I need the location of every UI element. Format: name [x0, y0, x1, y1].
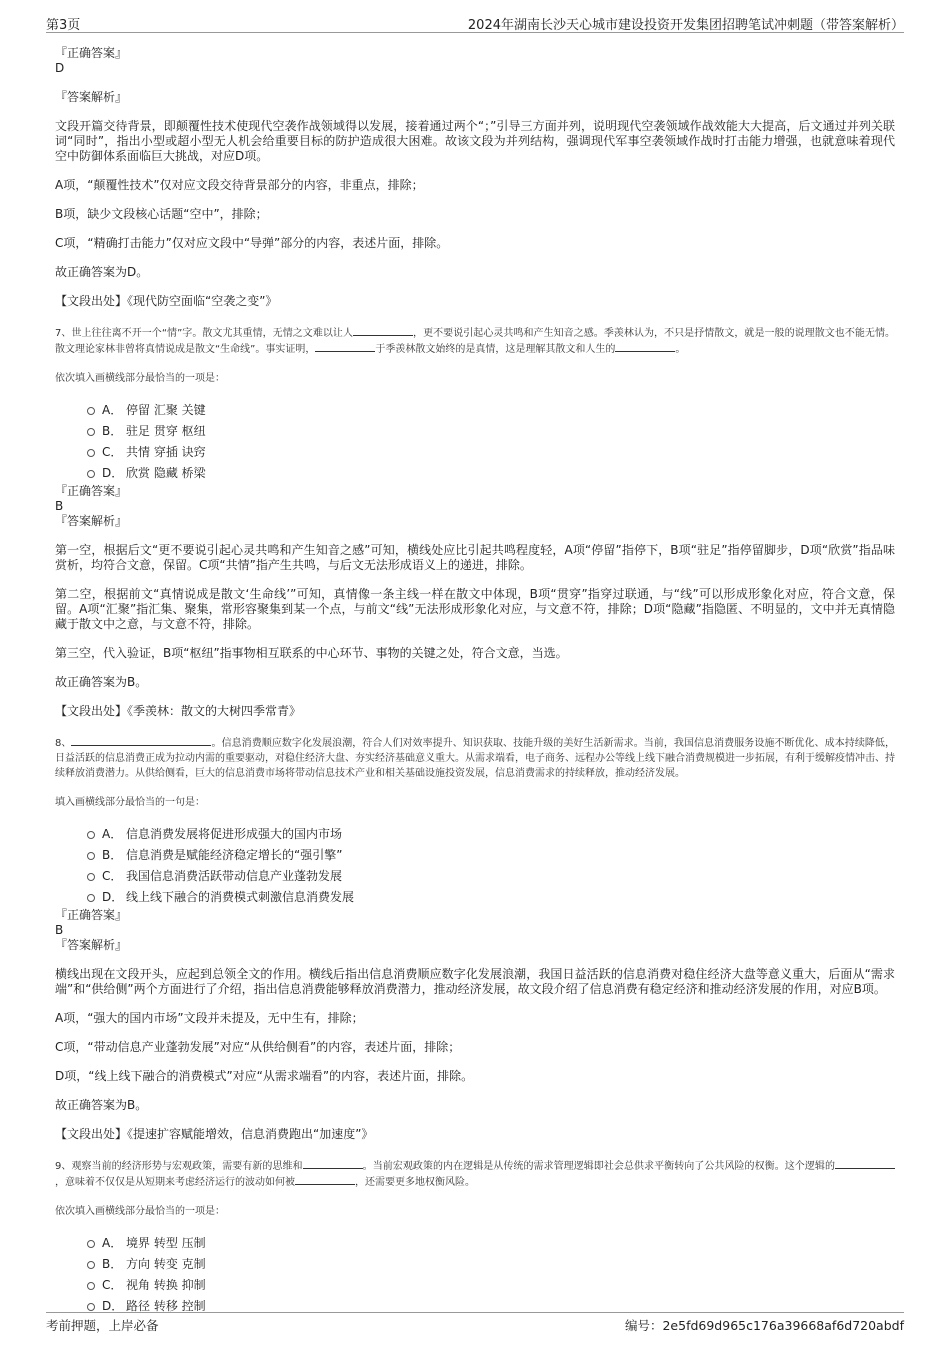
analysis-paragraph: 第二空，根据前文“真情说成是散文‘生命线’”可知，真情像一条主线一样在散文中体现，B项“贯穿”指穿过联通，与“线”可以形成形象化对应，符合文意，保留。A项“汇聚”指汇集、聚集，常形容聚集到某一个点，与前文“线”无法形成形象化对应，与文意不符，排除；D项“隐藏”指隐匿、不明显的，文中并无真情隐藏于散文中之意，与文意不符，排除。 — [55, 587, 895, 631]
radio-icon[interactable] — [87, 1240, 95, 1248]
analysis-paragraph: B项，缺少文段核心话题“空中”，排除； — [55, 207, 268, 221]
radio-icon[interactable] — [87, 894, 95, 902]
analysis-paragraph: D项，“线上线下融合的消费模式”对应“从需求端看”的内容，表述片面，排除。 — [55, 1069, 474, 1083]
radio-icon[interactable] — [87, 1282, 95, 1290]
analysis-paragraph: A项，“颠覆性技术”仅对应文段交待背景部分的内容，非重点，排除； — [55, 178, 424, 192]
analysis-paragraph: 文段开篇交待背景，即颠覆性技术使现代空袭作战领域得以发展，接着通过两个“；”引导三方面并列，说明现代空袭领域作战效能大大提高，后文通过并列关联词“同时”，指出小型或超小型无人机会给重要目标的防护造成很大困难。故该文段为并列结构，强调现代军事空袭领域作战时打击能力增强，也就意味着现代空中防御体系面临巨大挑战，对应D项。 — [55, 119, 895, 163]
radio-icon[interactable] — [87, 852, 95, 860]
answer-label: 『正确答案』 — [55, 484, 128, 498]
option-d[interactable]: D． 路径 转移 控制 — [87, 1296, 895, 1317]
radio-icon[interactable] — [87, 449, 95, 457]
option-d[interactable]: D． 欣赏 隐藏 桥梁 — [87, 463, 895, 484]
document-title: 2024年湖南长沙天心城市建设投资开发集团招聘笔试冲刺题（带答案解析） — [467, 18, 904, 33]
analysis-paragraph: 第一空，根据后文“更不要说引起心灵共鸣和产生知音之感”可知，横线处应比引起共鸣程度轻，A项“停留”指停下，B项“驻足”指停留脚步，D项“欣赏”指品味赏析，均符合文意，保留。C项“共情”指产生共鸣，与后文无法形成语义上的递进，排除。 — [55, 543, 895, 572]
radio-icon[interactable] — [87, 407, 95, 415]
answer-label: 『正确答案』 — [55, 46, 128, 60]
analysis-paragraph: 故正确答案为B。 — [55, 675, 148, 689]
radio-icon[interactable] — [87, 470, 95, 478]
fill-blank — [71, 735, 211, 746]
options-list — [55, 400, 895, 484]
options-list — [55, 824, 895, 908]
source-note: 【文段出处】《季羡林：散文的大树四季常青》 — [55, 704, 302, 718]
analysis-paragraph: C项，“带动信息产业蓬勃发展”对应“从供给侧看”的内容，表述片面，排除； — [55, 1040, 461, 1054]
document-id: 编号：2e5fd69d965c176a39668af6d720abdf — [624, 1318, 904, 1333]
footer-slogan: 考前押题，上岸必备 — [46, 1318, 159, 1333]
option-b[interactable]: B． 驻足 贯穿 枢纽 — [87, 421, 895, 442]
analysis-label: 『答案解析』 — [55, 514, 128, 528]
option-a[interactable]: A． 信息消费发展将促进形成强大的国内市场 — [87, 824, 895, 845]
question-instruction: 填入画横线部分最恰当的一句是： — [55, 797, 205, 808]
analysis-paragraph: 第三空，代入验证，B项“枢纽”指事物相互联系的中心环节、事物的关键之处，符合文意，当选。 — [55, 646, 568, 660]
option-c[interactable]: C． 我国信息消费活跃带动信息产业蓬勃发展 — [87, 866, 895, 887]
analysis-label: 『答案解析』 — [55, 938, 128, 952]
question-9: 9、观察当前的经济形势与宏观政策，需要有新的思维和 。当前宏观政策的内在逻辑是从传统的需求管理逻辑即社会总供求平衡转向了公共风险的权衡。这个逻辑的，意味着不仅仅是从短期来考虑经济运行的波动如何被 ，还需要更多地权衡风险。 — [55, 1158, 895, 1190]
fill-blank — [315, 341, 375, 352]
source-note: 【文段出处】《现代防空面临“空袭之变”》 — [55, 294, 278, 308]
answer-value: B — [55, 499, 64, 513]
document-body — [55, 46, 895, 1317]
analysis-label: 『答案解析』 — [55, 90, 128, 104]
page-footer — [46, 1312, 904, 1335]
option-c[interactable]: C． 共情 穿插 诀窍 — [87, 442, 895, 463]
answer-value: D — [55, 61, 65, 75]
option-b[interactable]: B． 方向 转变 克制 — [87, 1254, 895, 1275]
fill-blank — [303, 1158, 363, 1169]
option-c[interactable]: C． 视角 转换 抑制 — [87, 1275, 895, 1296]
question-7: 7、世上往往离不开一个“情”字。散文尤其重情，无情之文难以让人 ，更不要说引起心灵共鸣和产生知音之感。季羡林认为，不只是抒情散文，就是一般的说理散文也不能无情。散文理论家林非曾将真情说成是散文“生命线”。事实证明， 于季羡林散文始终的是真情，这是理解其散文和人生的 。 — [55, 325, 895, 357]
analysis-paragraph: 故正确答案为B。 — [55, 1098, 148, 1112]
option-a[interactable]: A． 境界 转型 压制 — [87, 1233, 895, 1254]
source-note: 【文段出处】《提速扩容赋能增效，信息消费跑出“加速度”》 — [55, 1127, 374, 1141]
radio-icon[interactable] — [87, 873, 95, 881]
analysis-paragraph: 横线出现在文段开头，应起到总领全文的作用。横线后指出信息消费顺应数字化发展浪潮，我国日益活跃的信息消费对稳住经济大盘等意义重大，后面从“需求端”和“供给侧”两个方面进行了介绍，指出信息消费能够释放消费潜力，推动经济发展，故文段介绍了信息消费有稳定经济和推动经济发展的作用，对应B项。 — [55, 967, 895, 996]
question-instruction: 依次填入画横线部分最恰当的一项是： — [55, 373, 225, 384]
option-a[interactable]: A． 停留 汇聚 关键 — [87, 400, 895, 421]
page-number: 第3页 — [46, 18, 81, 33]
fill-blank — [835, 1158, 895, 1169]
question-instruction: 依次填入画横线部分最恰当的一项是： — [55, 1206, 225, 1217]
radio-icon[interactable] — [87, 1261, 95, 1269]
option-d[interactable]: D． 线上线下融合的消费模式刺激信息消费发展 — [87, 887, 895, 908]
analysis-paragraph: C项，“精确打击能力”仅对应文段中“导弹”部分的内容，表述片面，排除。 — [55, 236, 449, 250]
analysis-paragraph: 故正确答案为D。 — [55, 265, 149, 279]
radio-icon[interactable] — [87, 831, 95, 839]
fill-blank — [295, 1174, 355, 1185]
page-header — [46, 12, 904, 33]
radio-icon[interactable] — [87, 1303, 95, 1311]
fill-blank — [615, 341, 675, 352]
radio-icon[interactable] — [87, 428, 95, 436]
option-b[interactable]: B． 信息消费是赋能经济稳定增长的“强引擎” — [87, 845, 895, 866]
question-8: 8、 。信息消费顺应数字化发展浪潮，符合人们对效率提升、知识获取、技能升级的美好生活新需求。当前，我国信息消费服务设施不断优化、成本持续降低，日益活跃的信息消费正成为拉动内需的重要驱动，对稳住经济大盘、夯实经济基础意义重大。从需求端看，电子商务、远程办公等线上线下融合消费规模进一步拓展，有利于缓解疫情冲击、持续释放消费潜力。从供给侧看，巨大的信息消费市场将带动信息技术产业和相关基础设施投资发展，信息消费需求的持续释放，推动经济发展。 — [55, 735, 895, 781]
answer-value: B — [55, 923, 64, 937]
fill-blank — [353, 325, 413, 336]
answer-label: 『正确答案』 — [55, 908, 128, 922]
options-list — [55, 1233, 895, 1317]
analysis-paragraph: A项，“强大的国内市场”文段并未提及，无中生有，排除； — [55, 1011, 364, 1025]
